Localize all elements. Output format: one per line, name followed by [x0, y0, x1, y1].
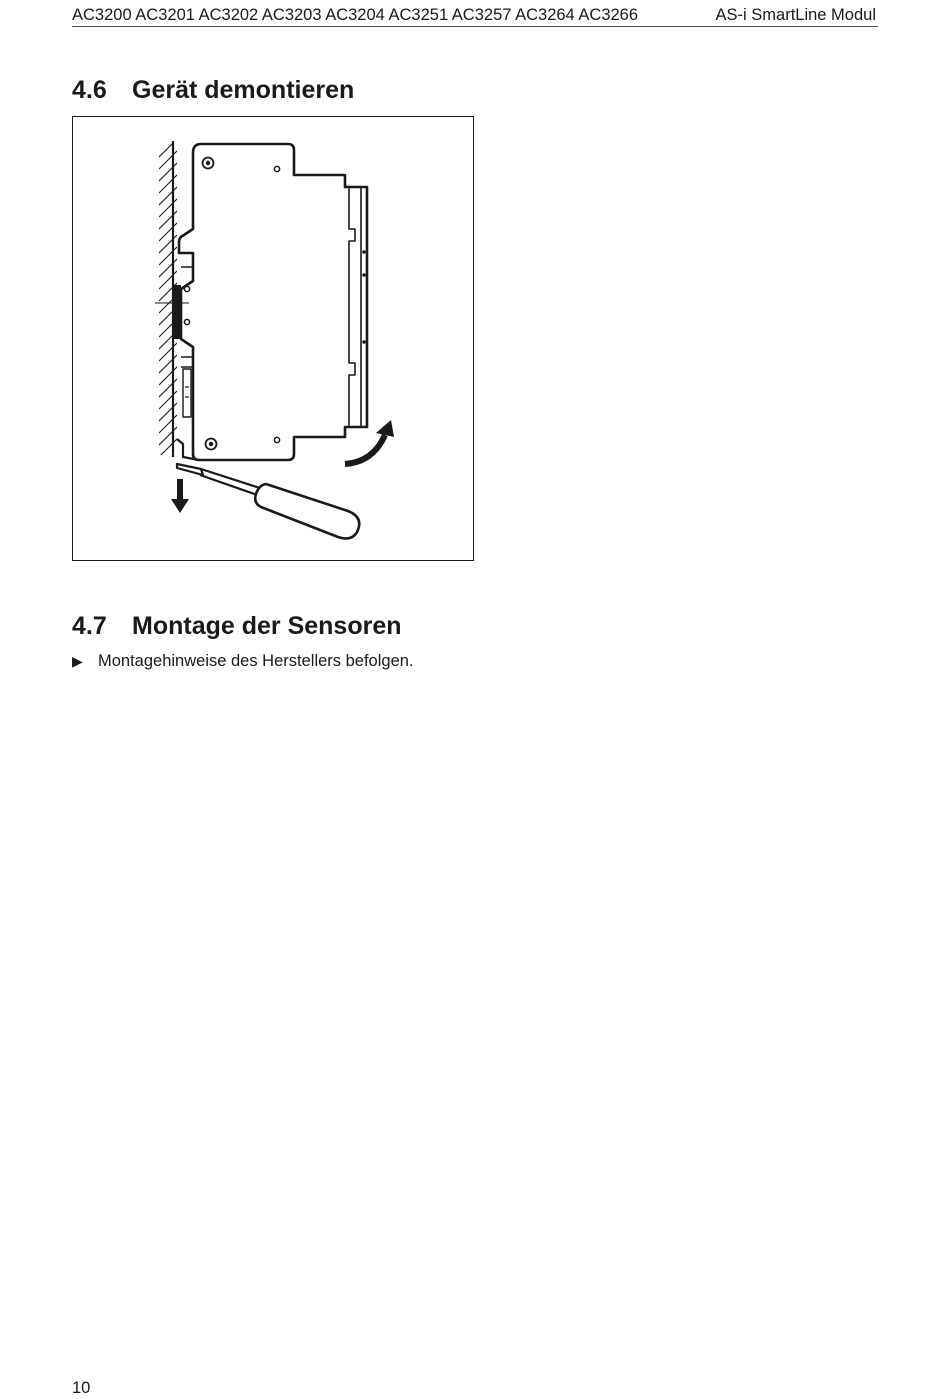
device-housing-icon [177, 144, 367, 460]
instruction-item [72, 650, 414, 672]
device-screws [184, 158, 365, 450]
pull-down-arrow-icon [171, 479, 189, 513]
header-product-name: AS-i SmartLine Modul [715, 6, 876, 24]
dismount-illustration [73, 117, 475, 562]
section-number: 4.6 [72, 76, 107, 104]
section-title: Gerät demontieren [132, 76, 355, 104]
page-header [72, 4, 878, 27]
page-number: 10 [72, 1379, 91, 1397]
section-heading-4-7 [72, 611, 402, 641]
mounting-wall-icon [155, 139, 189, 457]
dismount-figure [72, 116, 474, 561]
section-heading-4-6 [72, 75, 354, 105]
instruction-text: Montagehinweise des Herstellers befolgen. [98, 652, 414, 670]
triangle-right-bullet-icon: ▶ [72, 653, 83, 669]
screwdriver-icon [177, 464, 359, 538]
section-title: Montage der Sensoren [132, 612, 402, 640]
header-model-list: AC3200 AC3201 AC3202 AC3203 AC3204 AC3251 AC3257 AC3264 AC3266 [72, 6, 639, 24]
section-number: 4.7 [72, 612, 107, 640]
